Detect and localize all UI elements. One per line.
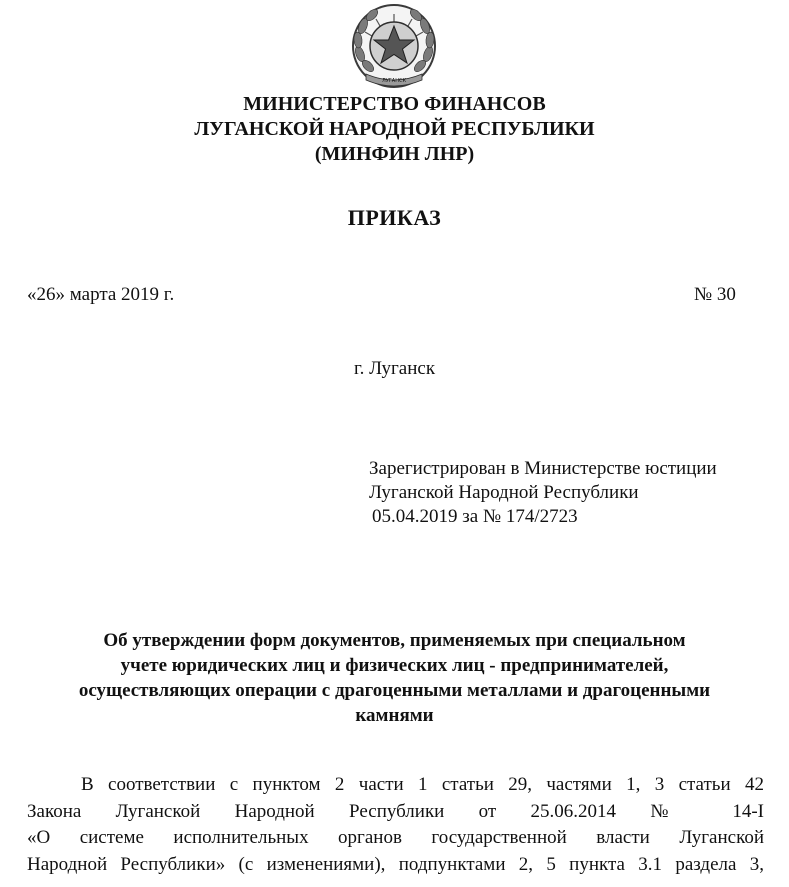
- registration-block: [369, 457, 717, 529]
- body-line-1: В соответствии с пунктом 2 части 1 статьи 29, частями 1, 3 статьи 42: [81, 774, 764, 795]
- ministry-line-3: (МИНФИН ЛНР): [314, 143, 475, 165]
- ministry-line-1: МИНИСТЕРСТВО ФИНАНСОВ: [243, 93, 546, 115]
- coat-of-arms-emblem: [346, 2, 442, 90]
- order-number: № 30: [694, 284, 736, 305]
- subject-line-1: Об утверждении форм документов, применяемых при специальном: [103, 630, 686, 651]
- body-line-3: «О системе исполнительных органов государственной власти Луганской: [27, 827, 764, 848]
- body-line-4: Народной Республики» (с изменениями), подпунктами 2, 5 пункта 3.1 раздела 3,: [27, 853, 764, 875]
- ministry-name: [0, 92, 789, 167]
- order-subject: [20, 628, 769, 728]
- subject-line-4: камнями: [355, 705, 434, 726]
- svg-text:ЛУГАНСК: ЛУГАНСК: [381, 78, 407, 84]
- order-date: «26» марта 2019 г.: [27, 284, 175, 305]
- registration-line-2: Луганской Народной Республики: [369, 482, 639, 503]
- subject-line-3: осуществляющих операции с драгоценными металлами и драгоценными: [78, 680, 711, 701]
- order-city: г. Луганск: [353, 358, 436, 379]
- body-paragraph: [27, 772, 764, 878]
- registration-line-3: 05.04.2019 за № 174/2723: [372, 506, 578, 527]
- document-title: ПРИКАЗ: [347, 205, 442, 230]
- ministry-line-2: ЛУГАНСКОЙ НАРОДНОЙ РЕСПУБЛИКИ: [194, 118, 595, 140]
- subject-line-2: учете юридических лиц и физических лиц - предпринимателей,: [120, 655, 669, 676]
- registration-line-1: Зарегистрирован в Министерстве юстиции: [369, 458, 717, 479]
- body-line-2: Закона Луганской Народной Республики от 25.06.2014 № 14-I: [27, 800, 764, 822]
